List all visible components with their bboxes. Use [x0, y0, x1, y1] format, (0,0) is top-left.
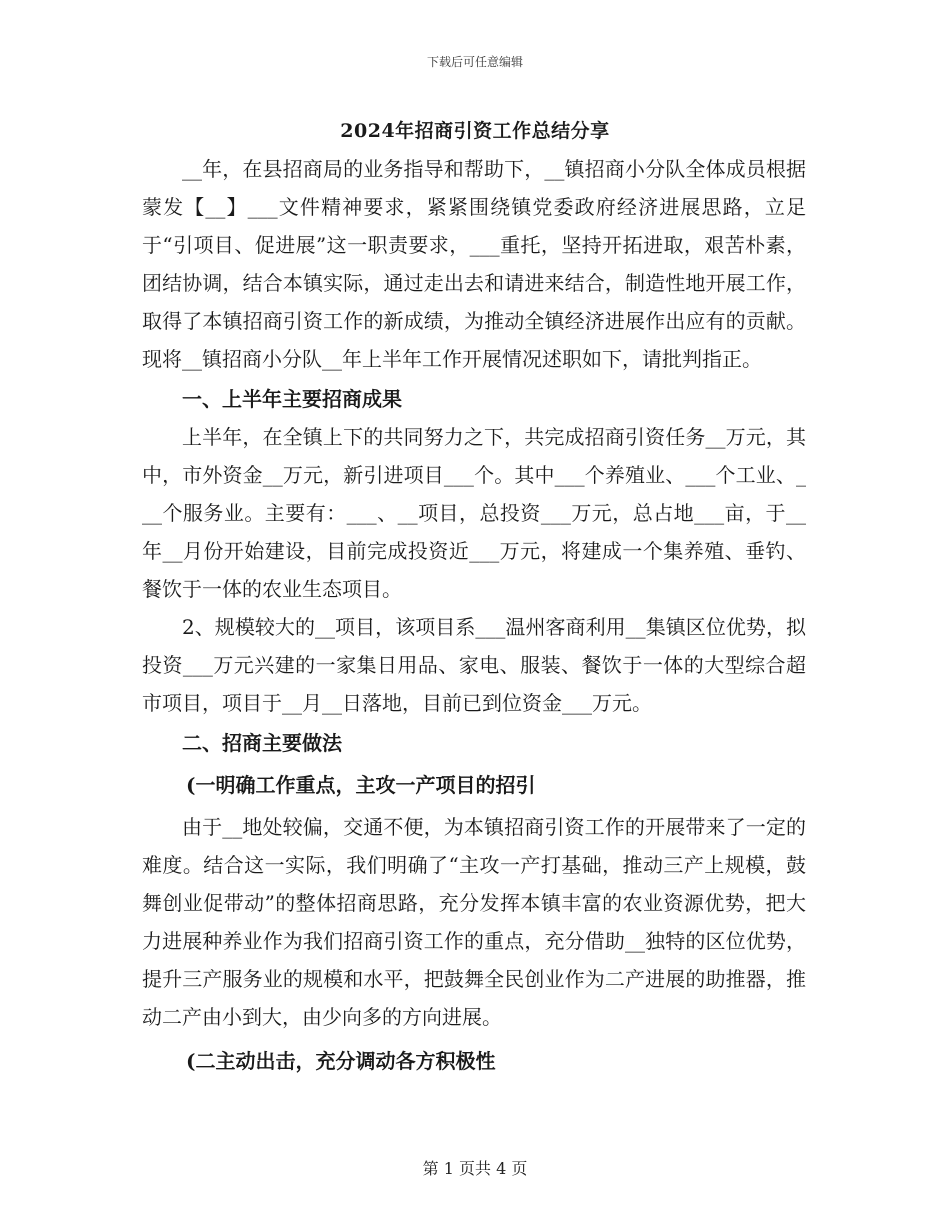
document-body	[142, 150, 806, 1084]
subheading-2: (二主动出击，充分调动各方积极性	[186, 1049, 496, 1073]
document-title: 2024年招商引资工作总结分享	[340, 120, 610, 142]
section-heading-2: 二、招商主要做法	[182, 731, 342, 755]
intro-paragraph: __年，在县招商局的业务指导和帮助下，__镇招商小分队全体成员根据蒙发【__】___文件精神要求，紧紧围绕镇党委政府经济进展思路，立足于“引项目、促进展”这一职责要求，___重托，坚持开拓进取，艰苦朴素，团结协调，结合本镇实际，通过走出去和请进来结合，制造性地开展工作，取得了本镇招商引资工作的新成绩，为推动全镇经济进展作出应有的贡献。现将__镇招商小分队__年上半年工作开展情况述职如下，请批判指正。	[142, 157, 806, 371]
page-number: 第 1 页共 4 页	[422, 1159, 528, 1178]
project-paragraph: 2、规模较大的__项目，该项目系___温州客商利用__集镇区位优势，拟投资___万元兴建的一家集日用品、家电、服装、餐饮于一体的大型综合超市项目，项目于__月__日落地，目前已到位资金___万元。	[142, 615, 806, 715]
approach-paragraph: 由于__地处较偏，交通不便，为本镇招商引资工作的开展带来了一定的难度。结合这一实际，我们明确了“主攻一产打基础，推动三产上规模，鼓舞创业促带动”的整体招商思路，充分发挥本镇丰富的农业资源优势，把大力进展种养业作为我们招商引资工作的重点，充分借助__独特的区位优势，提升三产服务业的规模和水平，把鼓舞全民创业作为二产进展的助推器，推动二产由小到大，由少向多的方向进展。	[142, 815, 806, 1029]
header-note: 下载后可任意编辑	[426, 55, 523, 69]
results-paragraph: 上半年，在全镇上下的共同努力之下，共完成招商引资任务__万元，其中，市外资金__万元，新引进项目___个。其中___个养殖业、___个工业、___个服务业。主要有：___、__项目，总投资___万元，总占地___亩，于__年__月份开始建设，目前完成投资近___万元，将建成一个集养殖、垂钓、餐饮于一体的农业生态项目。	[142, 425, 806, 601]
subheading-1: (一明确工作重点，主攻一产项目的招引	[186, 773, 536, 797]
section-heading-1: 一、上半年主要招商成果	[182, 387, 402, 411]
